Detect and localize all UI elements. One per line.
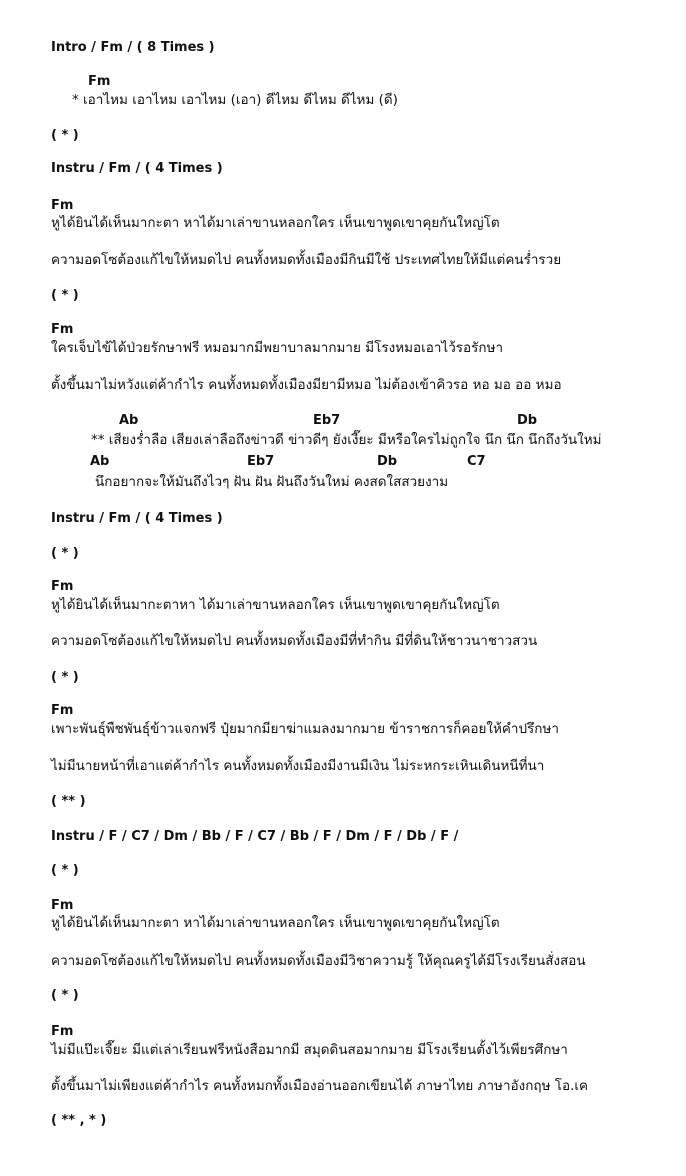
instru-line: Instru / Fm / ( 4 Times ): [51, 511, 223, 526]
chord-label: Db: [377, 454, 398, 469]
repeat-marker: ( ** ): [51, 794, 86, 809]
chord-label: Fm: [51, 322, 74, 337]
lyric-line: หูได้ยินได้เห็นมากะตา หาได้มาเล่าขานหลอกใคร เห็นเขาพูดเขาคุยกันใหญ่โต: [51, 215, 500, 231]
lyric-line: ความอดโซต้องแก้ไขให้หมดไป คนทั้งหมดทั้งเมืองมีที่ทำกิน มีที่ดินให้ชาวนาชาวสวน: [51, 633, 538, 649]
intro-line: Intro / Fm / ( 8 Times ): [51, 40, 215, 55]
chord-label: Ab: [90, 454, 110, 469]
lyric-line: ใครเจ็บไข้ได้ป่วยรักษาฟรี หมอมากมีพยาบาลมากมาย มีโรงหมอเอาไว้รอรักษา: [51, 340, 504, 356]
chord-label: Fm: [51, 198, 74, 213]
lyric-line: ไม่มีนายหน้าที่เอาแต่ค้ากำไร คนทั้งหมดทั้งเมืองมีงานมีเงิน ไม่ระหกระเหินเดินหนีที่นา: [51, 758, 545, 774]
chord-label: Ab: [119, 413, 139, 428]
lyric-line: ** เสียงร่ำลือ เสียงเล่าลือถึงข่าวดี ข่าวดีๆ ยังเงี๊ยะ มีหรือใครไม่ถูกใจ นึก นึก นึกถึงวันใหม่: [91, 432, 602, 448]
lyric-line: เพาะพันธุ์พืชพันธุ์ข้าวแจกฟรี ปุ๋ยมากมียาฆ่าแมลงมากมาย ข้าราชการก็คอยให้คำปรึกษา: [51, 721, 559, 737]
repeat-marker: ( * ): [51, 288, 79, 303]
chord-label: Db: [517, 413, 538, 428]
repeat-marker: ( * ): [51, 863, 79, 878]
chord-label: Fm: [51, 898, 74, 913]
lyric-line: นึกอยากจะให้มันถึงไวๆ ฝัน ฝัน ฝันถึงวันใหม่ คงสดใสสวยงาม: [95, 474, 449, 490]
repeat-marker: ( * ): [51, 670, 79, 685]
repeat-marker: ( * ): [51, 128, 79, 143]
chord-label: Fm: [51, 1024, 74, 1039]
instru-line: Instru / Fm / ( 4 Times ): [51, 161, 223, 176]
chord-label: Fm: [51, 703, 74, 718]
chord-label: Eb7: [313, 413, 341, 428]
chord-label: Fm: [88, 74, 111, 89]
lyric-line: ความอดโซต้องแก้ไขให้หมดไป คนทั้งหมดทั้งเมืองมีวิชาความรู้ ให้คุณครูได้มีโรงเรียนสั่งสอน: [51, 953, 586, 969]
lyric-line: หูได้ยินได้เห็นมากะตาหา ได้มาเล่าขานหลอกใคร เห็นเขาพูดเขาคุยกันใหญ่โต: [51, 597, 500, 613]
lyric-line: ความอดโซต้องแก้ไขให้หมดไป คนทั้งหมดทั้งเมืองมีกินมีใช้ ประเทศไทยให้มีแต่คนร่ำรวย: [51, 252, 562, 268]
chord-label: Eb7: [247, 454, 275, 469]
chord-label: Fm: [51, 579, 74, 594]
lyric-line: ไม่มีแป๊ะเจี๊ยะ มีแต่เล่าเรียนฟรีหนังสือมากมี สมุดดินสอมากมาย มีโรงเรียนตั้งไว้เพียรศึกษา: [51, 1042, 568, 1058]
lyric-line: ตั้งขึ้นมาไม่หวังแต่ค้ากำไร คนทั้งหมดทั้งเมืองมียามีหมอ ไม่ต้องเข้าคิวรอ หอ มอ ออ หมอ: [51, 377, 562, 393]
lyric-line: ตั้งขึ้นมาไม่เพียงแต่ค้ากำไร คนทั้งหมกทั้งเมืองอ่านออกเขียนได้ ภาษาไทย ภาษาอังกฤษ โอ.เค: [51, 1078, 589, 1094]
chord-label: C7: [467, 454, 486, 469]
instru-line: Instru / F / C7 / Dm / Bb / F / C7 / Bb / F / Dm / F / Db / F /: [51, 829, 459, 844]
repeat-marker: ( * ): [51, 988, 79, 1003]
lyric-line: หูได้ยินได้เห็นมากะตา หาได้มาเล่าขานหลอกใคร เห็นเขาพูดเขาคุยกันใหญ่โต: [51, 915, 500, 931]
repeat-marker: ( ** , * ): [51, 1113, 107, 1128]
lyric-line: * เอาไหม เอาไหม เอาไหม (เอา) ดีไหม ดีไหม ดีไหม (ดี): [72, 92, 398, 108]
repeat-marker: ( * ): [51, 546, 79, 561]
